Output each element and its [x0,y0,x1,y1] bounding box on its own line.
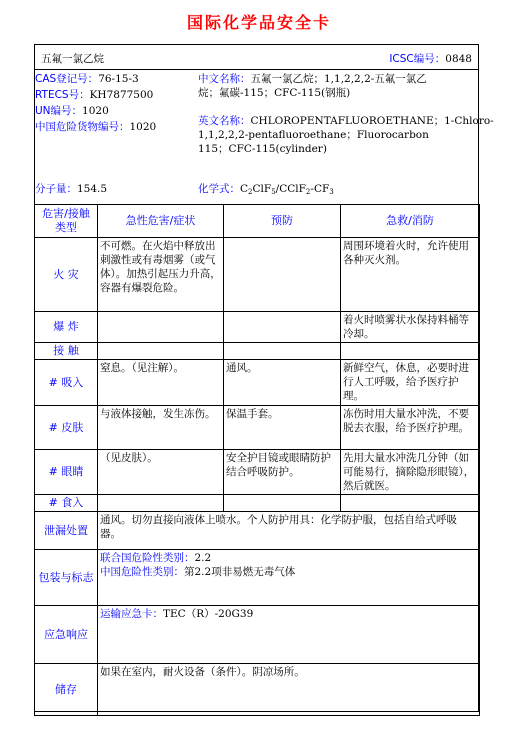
row-hazard: 窒息。（见注解）。 [98,360,224,406]
icsc-value: 0848 [445,53,472,65]
en-name-label: 英文名称： [198,115,251,127]
row-firstaid [341,343,480,360]
table-row [35,495,480,512]
table-row [35,450,480,495]
molecular-weight [35,182,107,196]
row-firstaid: 周围环境着火时，允许使用各种灭火剂。 [341,238,480,312]
row-prevention [224,312,341,343]
col-firstaid-header: 急救/消防 [341,205,480,238]
cas-row [35,72,139,86]
table-header-row [35,205,480,238]
mw-label: 分子量： [35,183,77,195]
row-prevention: 通风。 [224,360,341,406]
un-value: 1020 [82,105,109,117]
un-class-label: 联合国危险性类别： [100,552,195,564]
cas-label: CAS登记号： [35,73,99,85]
row-hazard: 与液体接触，发生冻伤。 [98,406,224,450]
row-firstaid: 冻伤时用大量水冲洗，不要脱去衣服，给予医疗护理。 [341,406,480,450]
emergency-label: 应急响应 [35,606,98,664]
un-row [35,104,109,118]
row-hazard: （见皮肤）。 [98,450,224,495]
table-row [35,343,480,360]
row-label: 爆 炸 [35,312,98,343]
cn-danger-value: 1020 [129,121,157,133]
col-type-header: 危害/接触类型 [35,205,98,238]
emergency-card-label: 运输应急卡： [100,608,163,620]
storage-text: 如果在室内，耐火设备（条件）。阴凉场所。 [98,664,480,716]
mw-value: 154.5 [77,183,108,195]
row-label: # 皮肤 [35,406,98,450]
packaging-row [35,550,480,606]
col-hazard-header: 急性危害/症状 [98,205,224,238]
spill-text: 通风。切勿直接向液体上喷水。个人防护用具：化学防护服，包括自给式呼吸器。 [98,512,480,550]
cn-danger-row [35,120,156,134]
rtecs-value: KH7877500 [89,89,154,101]
spill-label: 泄漏处置 [35,512,98,550]
hazard-table [34,204,480,716]
icsc-label: ICSC编号： [389,53,446,65]
table-row [35,360,480,406]
row-label: 接 触 [35,343,98,360]
formula-sub: 2 [305,188,311,196]
rtecs-row [35,88,153,102]
table-row [35,238,480,312]
row-firstaid [341,495,480,512]
table-row [35,312,480,343]
formula-sub: 2 [248,188,253,196]
formula-part: /CClF [275,183,306,195]
row-hazard [98,495,224,512]
en-name-text1: CHLOROPENTAFLUOROETHANE；1-Chloro- [250,115,494,127]
row-firstaid: 新鲜空气，休息，必要时进行人工呼吸，给予医疗护理。 [341,360,480,406]
formula-sub: 5 [271,188,276,196]
en-name-line1 [198,114,494,128]
row-firstaid: 着火时喷雾状水保持料桶等冷却。 [341,312,480,343]
row-firstaid: 先用大量水冲洗几分钟（如可能易行，摘除隐形眼镜），然后就医。 [341,450,480,495]
table-row [35,406,480,450]
formula-sub: 3 [329,188,334,196]
cn-name-line2: 烷；氟碳-115；CFC-115(钢瓶) [198,87,351,99]
emergency-row [35,606,480,664]
chemical-formula [198,182,334,199]
row-label: # 食入 [35,495,98,512]
storage-label: 储存 [35,664,98,716]
col-prevention-header: 预防 [224,205,341,238]
row-label: # 眼睛 [35,450,98,495]
cn-name-line1 [198,72,427,86]
rtecs-label: RTECS号： [35,89,90,101]
emergency-text [98,606,480,664]
divider [35,69,478,70]
un-class-value: 2.2 [194,552,212,564]
cn-name-text1: 五氟一氯乙烷；1,1,2,2,2-五氟一氯乙 [250,73,427,85]
en-name-line2: 1,1,2,2,2-pentafluoroethane；Fluorocarbon [198,129,429,141]
row-prevention: 安全护目镜或眼睛防护结合呼吸防护。 [224,450,341,495]
row-label: # 吸入 [35,360,98,406]
un-class-line [100,551,477,565]
cn-class-line [100,565,477,579]
packaging-label: 包装与标志 [35,550,98,606]
row-prevention: 保温手套。 [224,406,341,450]
row-prevention [224,238,341,312]
row-prevention [224,343,341,360]
un-label: UN编号： [35,105,83,117]
chemical-name: 五氟一氯乙烷 [41,53,104,65]
en-name-line3: 115；CFC-115(cylinder) [198,143,327,155]
storage-row [35,664,480,716]
cn-class-label: 中国危险性类别： [100,566,184,578]
formula-part: ClF [252,183,272,195]
cas-value: 76-15-3 [98,73,139,85]
formula-part: C [240,183,249,195]
cn-class-value: 第2.2项非易燃无毒气体 [184,566,296,578]
row-hazard [98,343,224,360]
row-hazard: 不可燃。在火焰中释放出刺激性或有毒烟雾（或气体）。加热引起压力升高，容器有爆裂危险。 [98,238,224,312]
emergency-card-value: TEC（R）-20G39 [163,608,254,620]
row-hazard [98,312,224,343]
page-title: 国际化学品安全卡 [186,13,331,32]
row-label: 火 灾 [35,238,98,312]
cn-danger-label: 中国危险货物编号： [35,121,130,133]
row-prevention [224,495,341,512]
formula-part: -CF [310,183,330,195]
packaging-text [98,550,480,606]
spill-row [35,512,480,550]
formula-label: 化学式： [198,183,240,195]
icsc-number [389,52,472,66]
safety-card [34,44,494,712]
cn-name-label: 中文名称： [198,73,251,85]
